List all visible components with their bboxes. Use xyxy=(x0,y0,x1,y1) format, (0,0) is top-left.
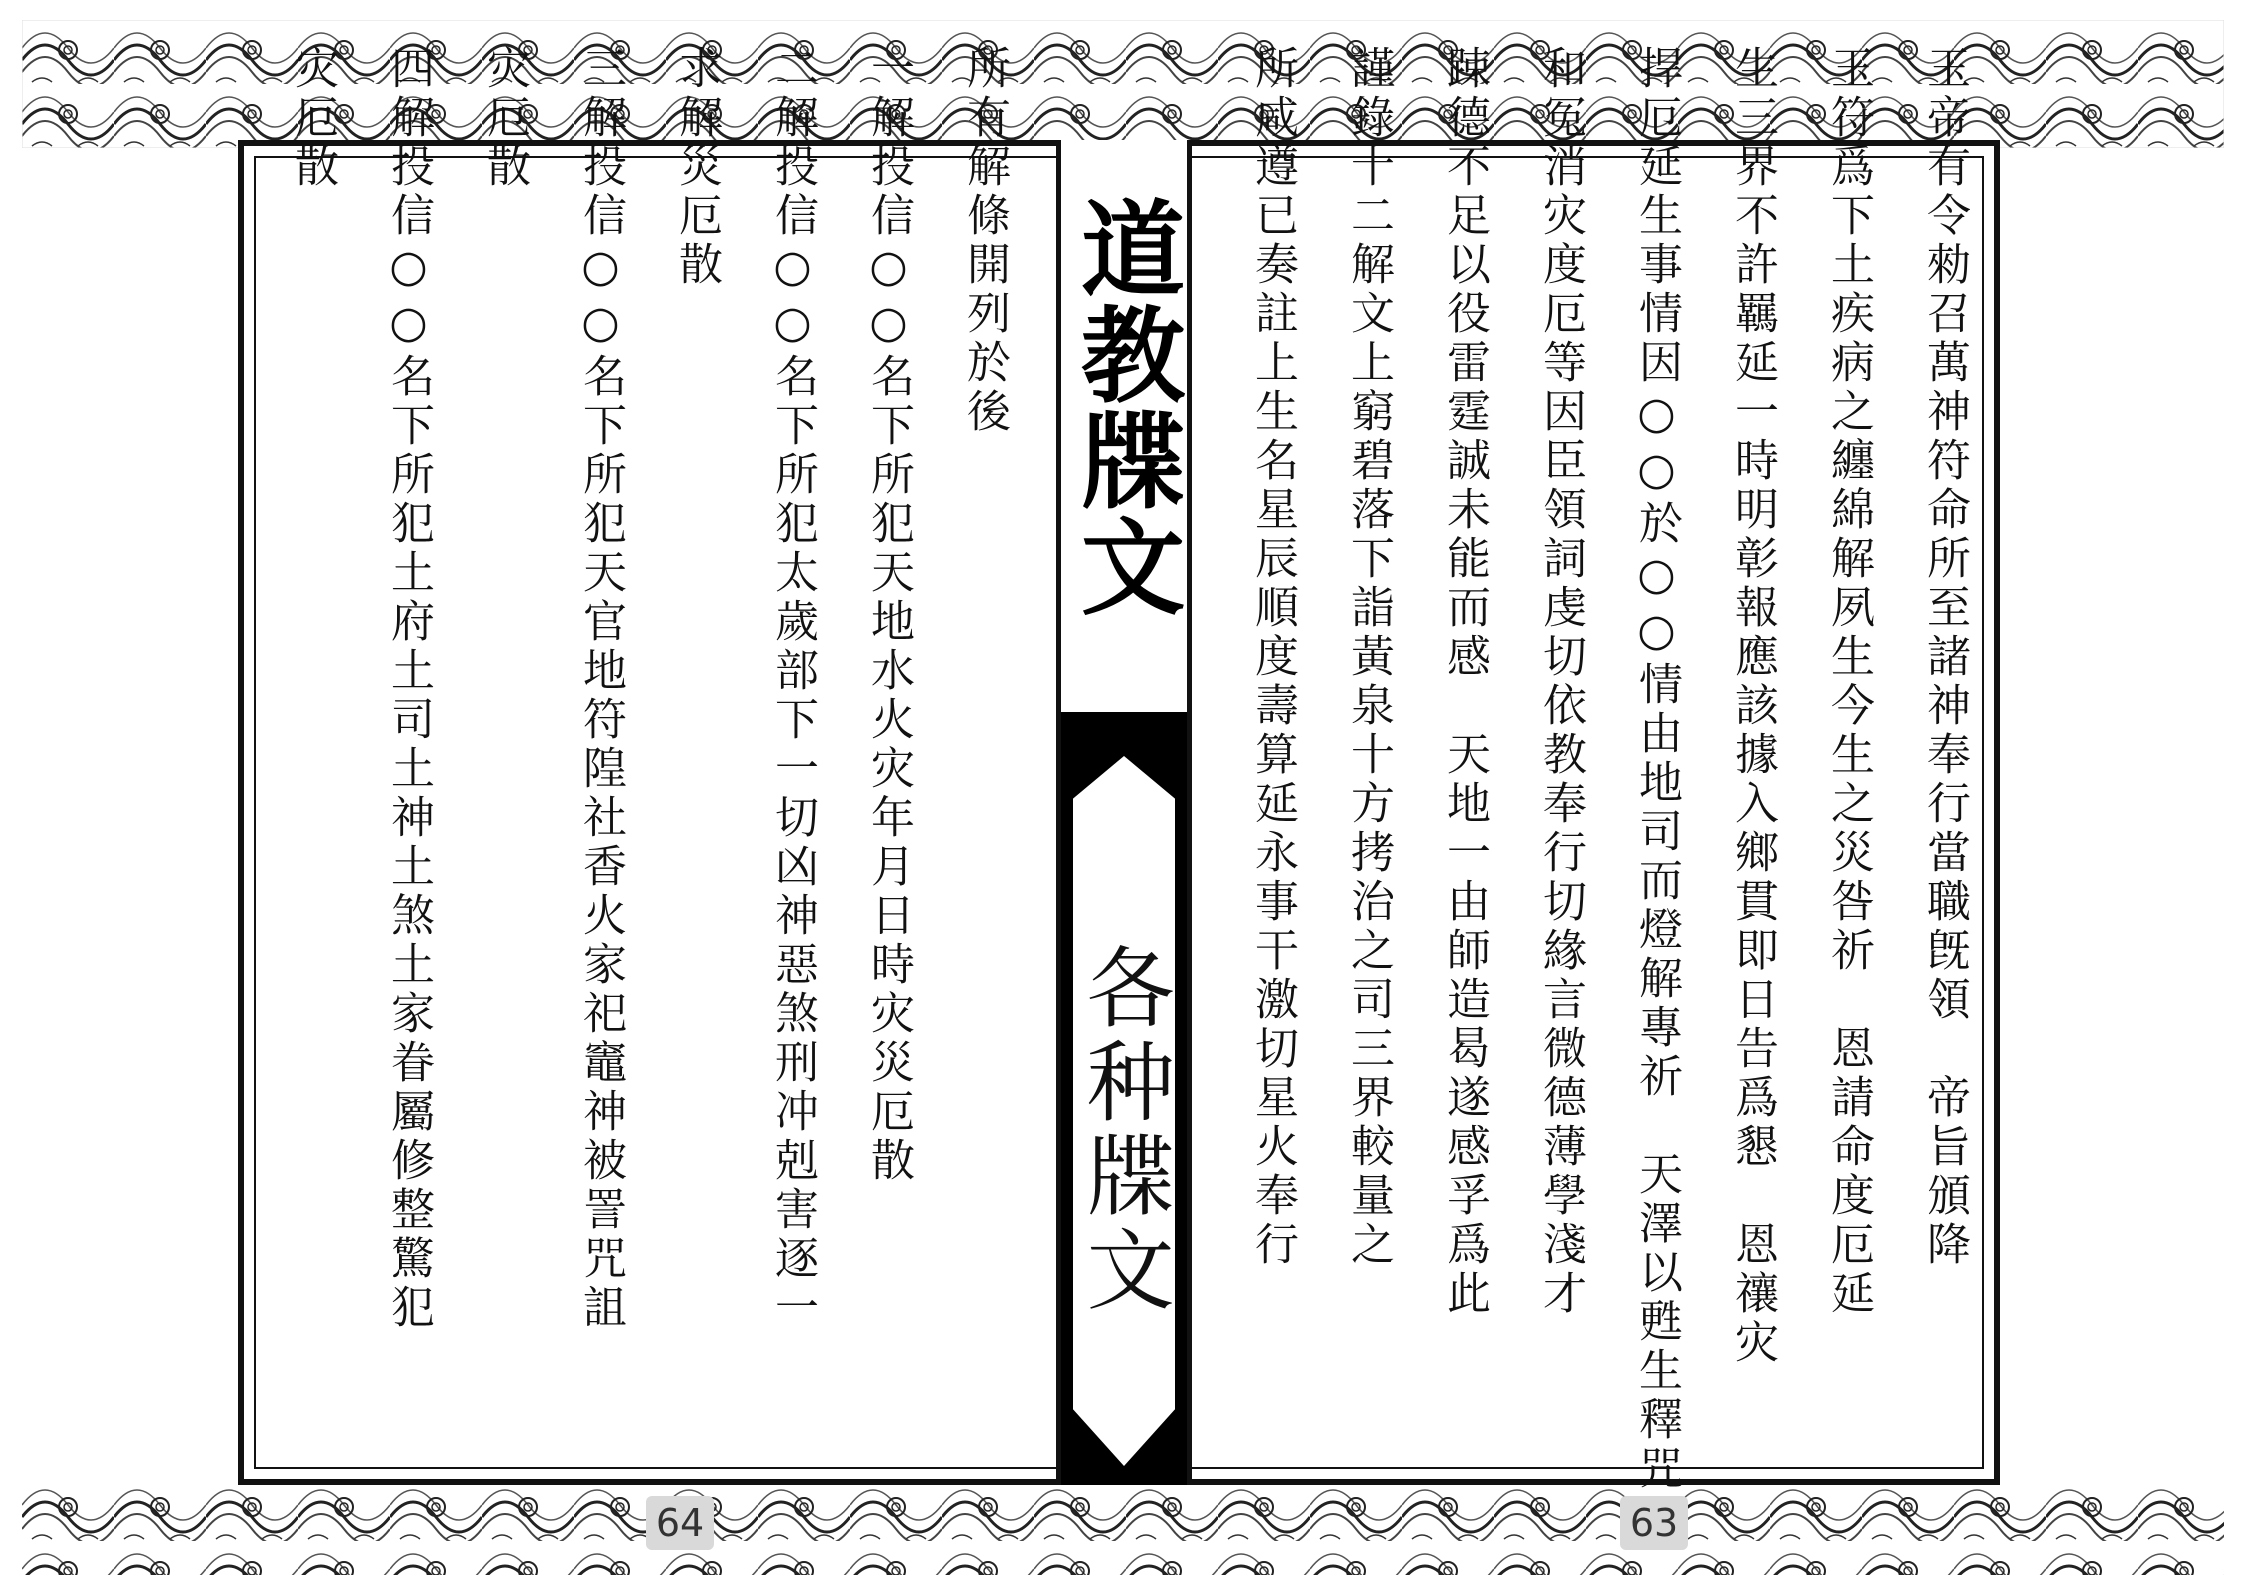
right-page-column-8: 所咸遵已奏註上生名星辰順度壽算延永事干激切星火奉行 xyxy=(1247,45,1298,1270)
left-page-column-6: 灾厄散 xyxy=(479,45,530,192)
center-spine xyxy=(1056,140,1192,1485)
right-page-column-5: 和冤消灾度厄等因臣領詞虔切依教奉行切緣言微德薄學淺才 xyxy=(1535,45,1586,1319)
wave-border-bottom xyxy=(22,1477,2224,1575)
left-page-column-1: 所有解條開列於後 xyxy=(959,45,1010,437)
page-number-left: 64 xyxy=(646,1496,714,1550)
left-page-column-5: 三解投信○○名下所犯天官地符隍社香火家祀竈神被詈咒詛 xyxy=(575,45,626,1333)
spine-title: 道教牒文 xyxy=(1063,195,1186,619)
right-page-column-1: 玉帝有令勑召萬神符命所至諸神奉行當職旣領 帝旨頒降 xyxy=(1919,45,1970,1270)
right-page-column-2: 玉符爲下土疾病之纏綿解夙生今生之災咎祈 恩請命度厄延 xyxy=(1823,45,1874,1319)
spine-black-band xyxy=(1061,712,1187,1485)
left-page-column-7: 四解投信○○名下所犯土府土司土神土煞土家眷屬修整驚犯 xyxy=(383,45,434,1333)
left-page-column-8: 灾厄散 xyxy=(287,45,338,192)
right-page-column-4: 捍厄延生事情因○○於○○情由地司而燈解專祈 天澤以甦生釋咒 xyxy=(1631,45,1682,1494)
left-page-column-4: 求解災厄散 xyxy=(671,45,722,290)
left-page-column-2: 一解投信○○名下所犯天地水火灾年月日時灾災厄散 xyxy=(863,45,914,1186)
right-page-column-7: 謹錄十二解文上窮碧落下詣黃泉十方拷治之司三界較量之 xyxy=(1343,45,1394,1270)
right-page-column-3: 生三界不許羈延一時明彰報應該據入鄉貫即日告爲懇 恩禳灾 xyxy=(1727,45,1778,1368)
spine-subtitle: 各种牒文 xyxy=(1072,942,1176,1318)
wave-border-top xyxy=(22,20,2224,148)
page-number-right: 63 xyxy=(1620,1496,1688,1550)
left-page-column-3: 二解投信○○名下所犯太歲部下一切凶神惡煞刑冲剋害逐一 xyxy=(767,45,818,1333)
right-page-column-6: 踈德不足以役雷霆誠未能而感 天地一由師造曷遂感孚爲此 xyxy=(1439,45,1490,1319)
